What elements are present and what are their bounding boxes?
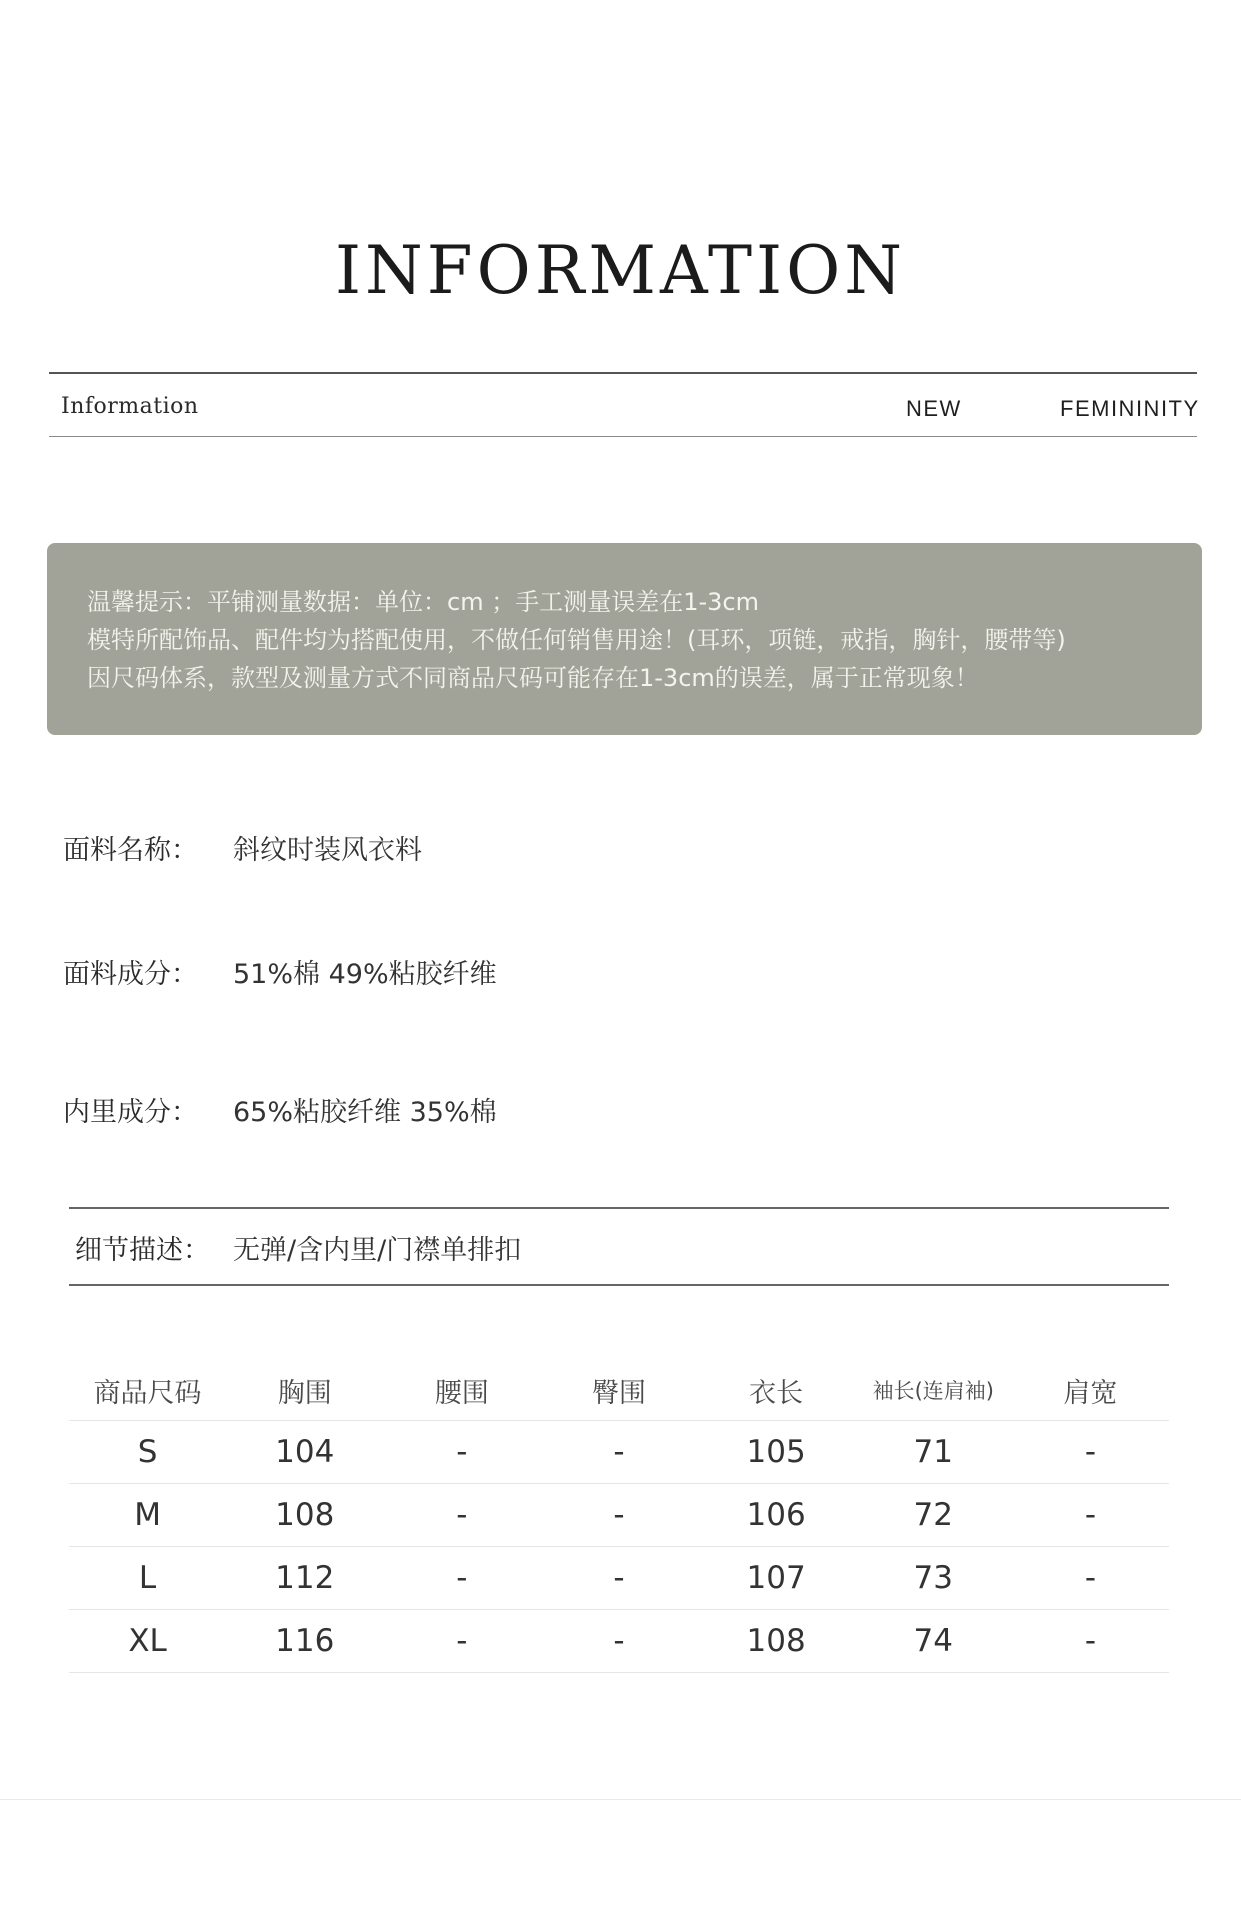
cell-size: S (69, 1421, 226, 1484)
table-row (69, 1547, 1169, 1610)
details-top-rule (69, 1207, 1169, 1209)
spec-label: 细节描述： (75, 1235, 210, 1266)
size-table-header-row (69, 1360, 1169, 1421)
cell-size: M (69, 1484, 226, 1547)
cell-length: 105 (698, 1421, 855, 1484)
cell-shoulder: - (1012, 1610, 1169, 1673)
cell-length: 108 (698, 1610, 855, 1673)
subheader-femininity-label: FEMININITY (1060, 396, 1200, 421)
spec-lining-composition (63, 1090, 497, 1129)
cell-length: 107 (698, 1547, 855, 1610)
spec-label: 面料成分： (63, 959, 198, 990)
header-bottom-rule (49, 436, 1197, 437)
spec-value: 65%粘胶纤维 35%棉 (233, 1097, 497, 1128)
cell-size: XL (69, 1610, 226, 1673)
header-chest: 胸围 (226, 1360, 383, 1421)
table-row (69, 1484, 1169, 1547)
cell-shoulder: - (1012, 1547, 1169, 1610)
cell-sleeve: 72 (855, 1484, 1012, 1547)
cell-hip: - (540, 1421, 697, 1484)
cell-shoulder: - (1012, 1484, 1169, 1547)
cell-waist: - (383, 1421, 540, 1484)
header-shoulder: 肩宽 (1012, 1360, 1169, 1421)
cell-hip: - (540, 1610, 697, 1673)
header-sleeve: 袖长(连肩袖) (855, 1360, 1012, 1421)
table-row (69, 1421, 1169, 1484)
spec-details (75, 1228, 521, 1267)
cell-shoulder: - (1012, 1421, 1169, 1484)
notice-line-3: 因尺码体系，款型及测量方式不同商品尺码可能存在1-3cm的误差，属于正常现象！ (87, 664, 979, 692)
size-table (69, 1360, 1169, 1673)
notice-line-2: 模特所配饰品、配件均为搭配使用，不做任何销售用途！(耳环，项链，戒指，胸针，腰带等) (87, 626, 1066, 654)
spec-value: 斜纹时装风衣料 (233, 835, 422, 866)
notice-box (47, 543, 1202, 735)
cell-hip: - (540, 1547, 697, 1610)
cell-waist: - (383, 1484, 540, 1547)
header-length: 衣长 (698, 1360, 855, 1421)
cell-chest: 104 (226, 1421, 383, 1484)
header-hip: 臀围 (540, 1360, 697, 1421)
spec-label: 面料名称： (63, 835, 198, 866)
notice-line-1: 温馨提示：平铺测量数据：单位：cm ；手工测量误差在1-3cm (87, 588, 759, 616)
spec-value: 无弹/含内里/门襟单排扣 (233, 1235, 522, 1266)
header-top-rule (49, 372, 1197, 374)
spec-fabric-name (63, 828, 422, 867)
cell-length: 106 (698, 1484, 855, 1547)
cell-chest: 108 (226, 1484, 383, 1547)
spec-fabric-composition (63, 952, 497, 991)
cell-sleeve: 73 (855, 1547, 1012, 1610)
spec-label: 内里成分： (63, 1097, 198, 1128)
cell-waist: - (383, 1610, 540, 1673)
table-row (69, 1610, 1169, 1673)
cell-sleeve: 71 (855, 1421, 1012, 1484)
cell-chest: 116 (226, 1610, 383, 1673)
page-title: INFORMATION (334, 232, 906, 309)
cell-chest: 112 (226, 1547, 383, 1610)
cell-size: L (69, 1547, 226, 1610)
cell-waist: - (383, 1547, 540, 1610)
header-size: 商品尺码 (69, 1360, 226, 1421)
subheader-new-label: NEW (906, 396, 962, 421)
subheader-left-label: Information (61, 394, 199, 419)
cell-hip: - (540, 1484, 697, 1547)
details-bottom-rule (69, 1284, 1169, 1286)
page-bottom-divider (0, 1799, 1241, 1800)
cell-sleeve: 74 (855, 1610, 1012, 1673)
spec-value: 51%棉 49%粘胶纤维 (233, 959, 497, 990)
header-waist: 腰围 (383, 1360, 540, 1421)
